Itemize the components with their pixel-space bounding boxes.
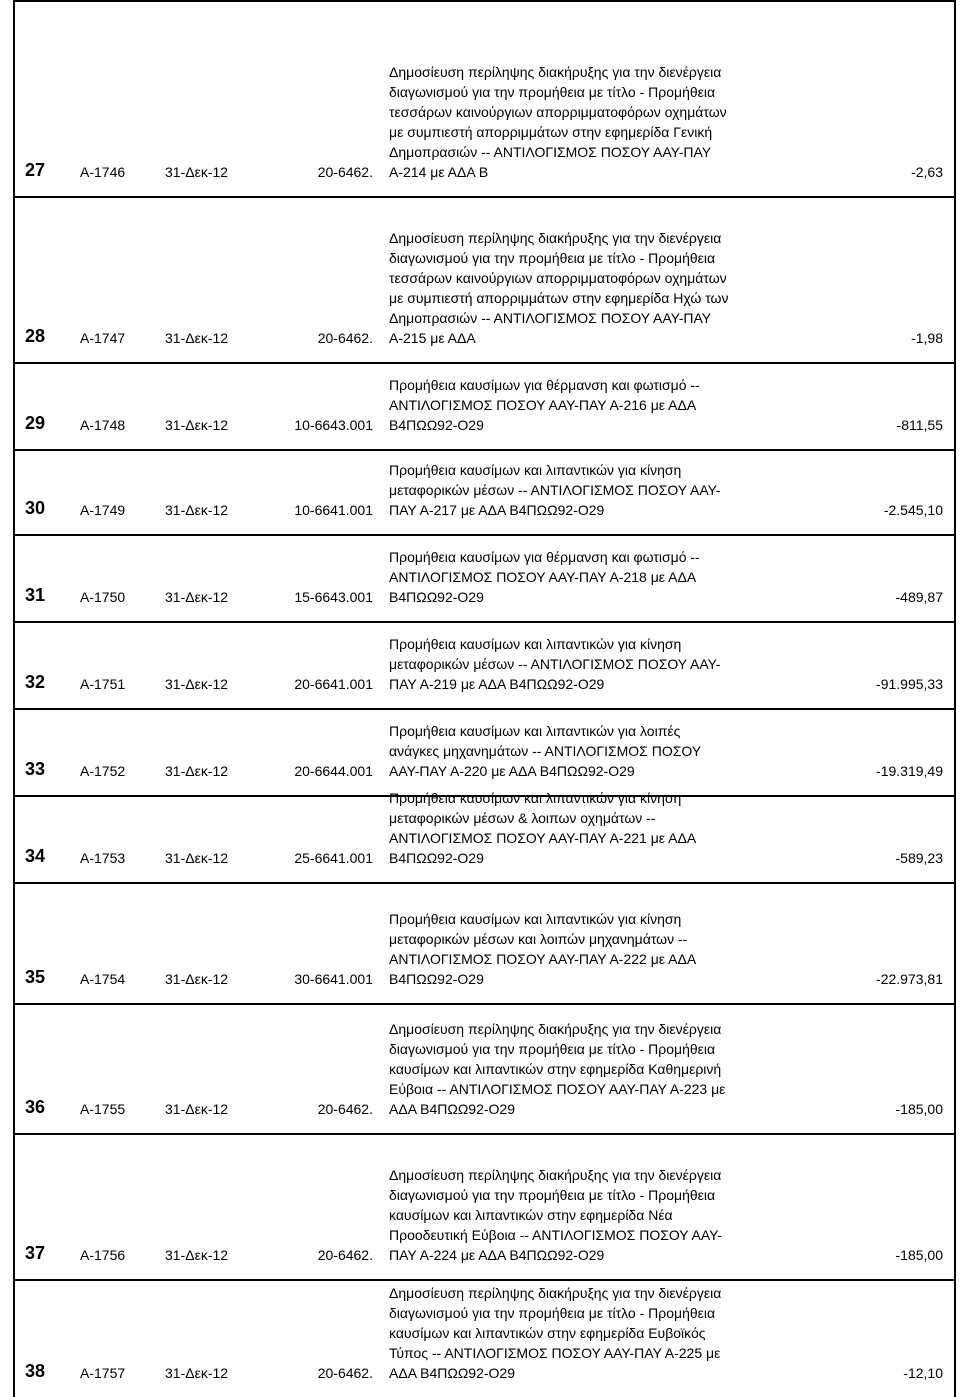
row-number: 30	[25, 498, 46, 518]
row-amount: -185,00	[895, 1247, 943, 1263]
row-date: 31-Δεκ-12	[165, 502, 229, 518]
table-row	[13, 362, 956, 449]
row-account: 25-6641.001	[294, 850, 373, 866]
row-description: Προμήθεια καυσίμων και λιπαντικών για κίνηση μεταφορικών μέσων και λοιπών μηχανημάτων -- ΑΝΤΙΛΟΓΙΣΜΟΣ ΠΟΣΟΥ ΑΑΥ-ΠΑΥ Α-222 με ΑΔΑ Β4ΠΩΩ92-Ο29	[389, 911, 697, 987]
table-row	[13, 1279, 956, 1397]
row-description: Προμήθεια καυσίμων και λιπαντικών για κίνηση μεταφορικών μέσων -- ΑΝΤΙΛΟΓΙΣΜΟΣ ΠΟΣΟΥ ΑΑΥ- ΠΑΥ Α-219 με ΑΔΑ Β4ΠΩΩ92-Ο29	[389, 636, 721, 692]
row-amount: -589,23	[895, 850, 943, 866]
table-row	[13, 882, 956, 1003]
row-amount: -2.545,10	[883, 502, 943, 518]
row-number: 38	[25, 1361, 46, 1381]
row-amount: -185,00	[895, 1101, 943, 1117]
row-account: 20-6462.	[317, 330, 373, 346]
row-amount: -1,98	[911, 330, 943, 346]
row-date: 31-Δεκ-12	[165, 971, 229, 987]
row-code: Α-1748	[80, 417, 126, 433]
row-description: Προμήθεια καυσίμων για θέρμανση και φωτισμό -- ΑΝΤΙΛΟΓΙΣΜΟΣ ΠΟΣΟΥ ΑΑΥ-ΠΑΥ Α-216 με ΑΔΑ Β4ΠΩΩ92-Ο29	[389, 377, 700, 433]
table-row	[13, 1133, 956, 1279]
row-account: 20-6462.	[317, 1101, 373, 1117]
row-account: 20-6462.	[317, 1365, 373, 1381]
row-date: 31-Δεκ-12	[165, 763, 229, 779]
table-row	[13, 708, 956, 795]
row-number: 37	[25, 1243, 46, 1263]
table-row	[13, 196, 956, 362]
row-code: Α-1746	[80, 164, 126, 180]
row-date: 31-Δεκ-12	[165, 676, 229, 692]
row-date: 31-Δεκ-12	[165, 164, 229, 180]
row-amount: -91.995,33	[876, 676, 943, 692]
row-number: 35	[25, 967, 46, 987]
table-row	[13, 621, 956, 708]
row-date: 31-Δεκ-12	[165, 1247, 229, 1263]
row-code: Α-1754	[80, 971, 126, 987]
row-code: Α-1756	[80, 1247, 126, 1263]
row-number: 33	[25, 759, 46, 779]
row-description: Δημοσίευση περίληψης διακήρυξης για την διενέργεια διαγωνισμού για την προμήθεια με τίτλο - Προμήθεια τεσσάρων καινούργιων απορριμματοφόρων οχημάτων με συμπιεστή απορριμμάτων στην εφημερίδα Γενική Δημοπρασιών -- ΑΝΤΙΛΟΓΙΣΜΟΣ ΠΟΣΟΥ ΑΑΥ-ΠΑΥ Α-214 με ΑΔΑ Β	[389, 64, 727, 180]
row-account: 30-6641.001	[294, 971, 373, 987]
row-description: Δημοσίευση περίληψης διακήρυξης για την διενέργεια διαγωνισμού για την προμήθεια με τίτλο - Προμήθεια τεσσάρων καινούργιων απορριμματοφόρων οχημάτων με συμπιεστή απορριμμάτων στην εφημερίδα Ηχώ των Δημοπρασιών -- ΑΝΤΙΛΟΓΙΣΜΟΣ ΠΟΣΟΥ ΑΑΥ-ΠΑΥ Α-215 με ΑΔΑ	[389, 230, 729, 346]
row-number: 27	[25, 160, 46, 180]
table-row	[13, 0, 956, 196]
row-description: Δημοσίευση περίληψης διακήρυξης για την διενέργεια διαγωνισμού για την προμήθεια με τίτλο - Προμήθεια καυσίμων και λιπαντικών στην εφημερίδα Νέα Προοδευτική Εύβοια -- ΑΝΤΙΛΟΓΙΣΜΟΣ ΠΟΣΟΥ ΑΑΥ- ΠΑΥ Α-224 με ΑΔΑ Β4ΠΩΩ92-Ο29	[389, 1167, 722, 1263]
row-date: 31-Δεκ-12	[165, 850, 229, 866]
row-amount: -489,87	[895, 589, 943, 605]
row-number: 36	[25, 1097, 46, 1117]
row-number: 31	[25, 585, 46, 605]
row-code: Α-1755	[80, 1101, 126, 1117]
row-description: Προμήθεια καυσίμων και λιπαντικών για κίνηση μεταφορικών μέσων -- ΑΝΤΙΛΟΓΙΣΜΟΣ ΠΟΣΟΥ ΑΑΥ- ΠΑΥ Α-217 με ΑΔΑ Β4ΠΩΩ92-Ο29	[389, 462, 721, 518]
table-row	[13, 790, 956, 882]
row-amount: -2,63	[911, 164, 943, 180]
row-code: Α-1747	[80, 330, 126, 346]
row-account: 20-6462.	[317, 1247, 373, 1263]
row-date: 31-Δεκ-12	[165, 330, 229, 346]
row-number: 29	[25, 413, 46, 433]
row-code: Α-1749	[80, 502, 126, 518]
row-amount: -19.319,49	[876, 763, 943, 779]
row-amount: -22.973,81	[876, 971, 943, 987]
row-date: 31-Δεκ-12	[165, 1101, 229, 1117]
row-number: 28	[25, 326, 46, 346]
row-code: Α-1757	[80, 1365, 126, 1381]
table-row	[13, 1003, 956, 1133]
row-account: 15-6643.001	[294, 589, 373, 605]
row-account: 20-6641.001	[294, 676, 373, 692]
row-code: Α-1752	[80, 763, 126, 779]
row-code: Α-1753	[80, 850, 126, 866]
table-row	[13, 534, 956, 621]
row-account: 20-6644.001	[294, 763, 373, 779]
row-number: 34	[25, 846, 46, 866]
row-description: Προμήθεια καυσίμων και λιπαντικών για κίνηση μεταφορικών μέσων & λοιπων οχημάτων -- ΑΝΤΙΛΟΓΙΣΜΟΣ ΠΟΣΟΥ ΑΑΥ-ΠΑΥ Α-221 με ΑΔΑ Β4ΠΩΩ92-Ο29	[389, 790, 697, 866]
row-account: 10-6643.001	[294, 417, 373, 433]
row-code: Α-1751	[80, 676, 126, 692]
row-description: Προμήθεια καυσίμων για θέρμανση και φωτισμό -- ΑΝΤΙΛΟΓΙΣΜΟΣ ΠΟΣΟΥ ΑΑΥ-ΠΑΥ Α-218 με ΑΔΑ Β4ΠΩΩ92-Ο29	[389, 549, 700, 605]
row-description: Δημοσίευση περίληψης διακήρυξης για την διενέργεια διαγωνισμού για την προμήθεια με τίτλο - Προμήθεια καυσίμων και λιπαντικών στην εφημερίδα Καθημερινή Εύβοια -- ΑΝΤΙΛΟΓΙΣΜΟΣ ΠΟΣΟΥ ΑΑΥ-ΠΑΥ Α-223 με ΑΔΑ Β4ΠΩΩ92-Ο29	[389, 1021, 726, 1117]
row-date: 31-Δεκ-12	[165, 417, 229, 433]
row-number: 32	[25, 672, 46, 692]
row-amount: -12,10	[903, 1365, 943, 1381]
row-description: Προμήθεια καυσίμων και λιπαντικών για λοιπές ανάγκες μηχανημάτων -- ΑΝΤΙΛΟΓΙΣΜΟΣ ΠΟΣΟΥ ΑΑΥ-ΠΑΥ Α-220 με ΑΔΑ Β4ΠΩΩ92-Ο29	[389, 723, 702, 779]
row-account: 20-6462.	[317, 164, 373, 180]
row-date: 31-Δεκ-12	[165, 1365, 229, 1381]
row-date: 31-Δεκ-12	[165, 589, 229, 605]
row-account: 10-6641.001	[294, 502, 373, 518]
row-description: Δημοσίευση περίληψης διακήρυξης για την διενέργεια διαγωνισμού για την προμήθεια με τίτλο - Προμήθεια καυσίμων και λιπαντικών στην εφημερίδα Ευβοϊκός Τύπος -- ΑΝΤΙΛΟΓΙΣΜΟΣ ΠΟΣΟΥ ΑΑΥ-ΠΑΥ Α-225 με ΑΔΑ Β4ΠΩΩ92-Ο29	[389, 1285, 722, 1381]
row-code: Α-1750	[80, 589, 126, 605]
row-amount: -811,55	[896, 417, 943, 433]
table-row	[13, 449, 956, 534]
